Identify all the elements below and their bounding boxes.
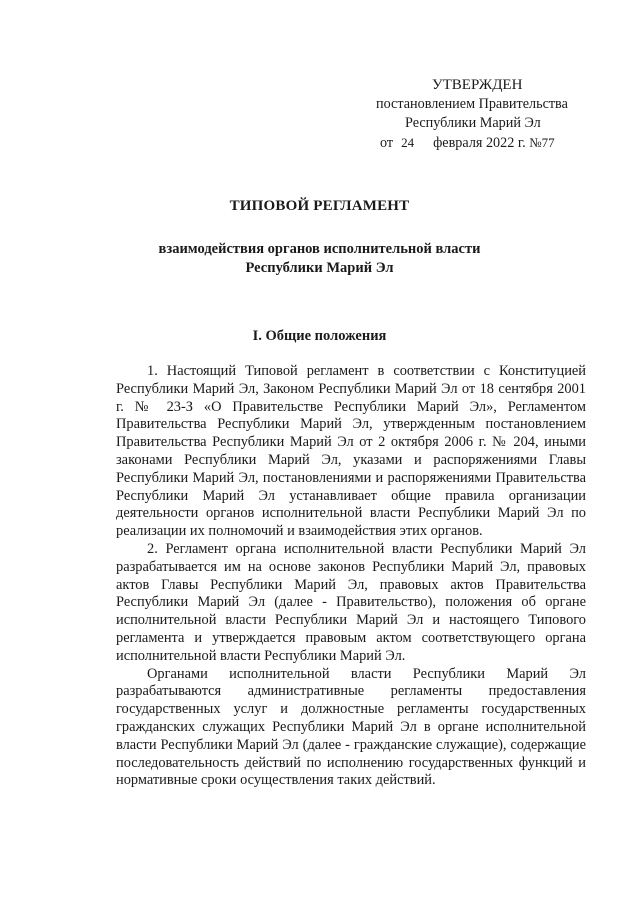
paragraph-3: Органами исполнительной власти Республики Марий Эл разрабатываются административные регламенты предоставления государственных услуг и должностные регламенты государственных гражданских служащих Республики Марий Эл в органе исполнительной власти Республики Марий Эл (далее - гражданские служащие), содержащие последовательность действий по исполнению государственных функций и нормативные сроки осуществления таких действий. [116, 665, 586, 789]
document-title: ТИПОВОЙ РЕГЛАМЕНТ [229, 198, 410, 214]
paragraph-2: 2. Регламент органа исполнительной власти Республики Марий Эл разрабатывается им на основе законов Республики Марий Эл, правовых актов Главы Республики Марий Эл, правовых актов Правительства Республики Марий Эл (далее - Правительство), положения об органе исполнительной власти Республики Марий Эл и настоящего Типового регламента и утверждается правовым актом соответствующего органа исполнительной власти Республики Марий Эл. [116, 540, 586, 664]
subtitle-line-1: взаимодействия органов исполнительной власти [158, 241, 481, 257]
approval-date-rest: февраля 2022 г. [433, 135, 526, 151]
document-body [116, 363, 586, 790]
approval-republic-line: Республики Марий Эл [405, 115, 541, 131]
document-subtitle [0, 240, 639, 278]
approval-stamp [376, 76, 596, 153]
approval-doc-number: №77 [529, 135, 555, 150]
section-heading: I. Общие положения [252, 328, 387, 344]
approval-heading: УТВЕРЖДЕН [432, 77, 523, 93]
approval-date-line [376, 133, 596, 153]
approval-date-prefix: от [380, 135, 394, 151]
approval-by-line: постановлением Правительства [376, 96, 568, 112]
approval-date-day: 24 [401, 135, 415, 150]
paragraph-1: 1. Настоящий Типовой регламент в соответствии с Конституцией Республики Марий Эл, Законом Республики Марий Эл от 18 сентября 2001 г. № 23-З «О Правительстве Республики Марий Эл», Регламентом Правительства Республики Марий Эл, утвержденным постановлением Правительства Республики Марий Эл от 2 октября 2006 г. № 204, иными законами Республики Марий Эл, указами и распоряжениями Главы Республики Марий Эл, постановлениями и распоряжениями Правительства Республики Марий Эл устанавливает общие правила организации деятельности органов исполнительной власти Республики Марий Эл по реализации их полномочий и взаимодействия этих органов. [116, 363, 586, 540]
subtitle-line-2: Республики Марий Эл [245, 260, 394, 276]
